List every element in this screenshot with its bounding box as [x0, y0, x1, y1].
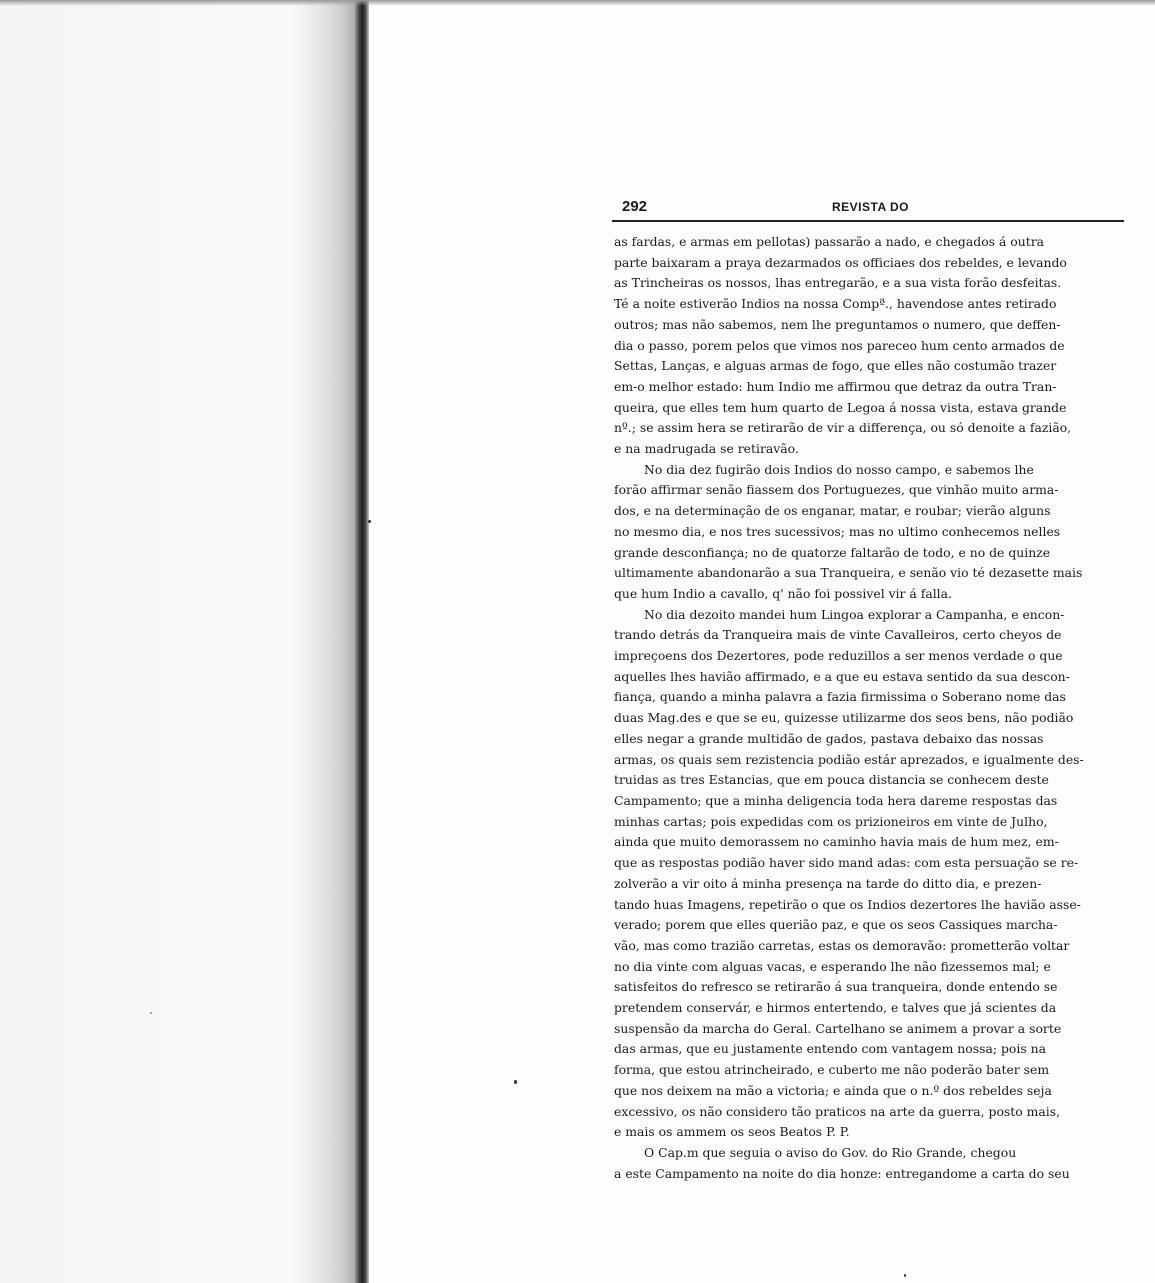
running-head [612, 196, 1124, 222]
text-line: forma, que estou atrincheirado, e cuberto me não poderão bater sem [614, 1062, 1050, 1078]
text-line: armas, os quais sem rezistencia podião estár aprezados, e igualmente des- [614, 751, 1084, 767]
text-line: excessivo, os não considero tão praticos na arte da guerra, posto mais, [614, 1103, 1061, 1119]
text-line: as Trincheiras os nossos, lhas entregarão, e a sua vista forão desfeitas. [614, 275, 1062, 291]
text-line: das armas, que eu justamente entendo com vantagem nossa; pois na [614, 1041, 1046, 1057]
text-line: fiança, quando a minha palavra a fazia firmissima o Soberano nome das [614, 689, 1066, 705]
text-line: dos, e na determinação de os enganar, matar, e roubar; vierão alguns [614, 503, 1051, 519]
text-line: nº.; se assim hera se retirarão de vir a differença, ou só denoite a fazião, [614, 420, 1072, 436]
text-line: ultimamente abandonarão a sua Tranqueira, e senão vio té dezasette mais [614, 565, 1083, 581]
text-line: e na madrugada se retiravão. [614, 441, 799, 457]
text-line: forão affirmar senão fiassem dos Portuguezes, que vinhão muito arma- [614, 482, 1059, 498]
text-line: elles negar a grande multidão de gados, pastava debaixo das nossas [614, 730, 1044, 746]
page-speck [368, 520, 371, 523]
text-line: dia o passo, porem pelos que vimos nos pareceo hum cento armados de [614, 337, 1065, 353]
text-line: No dia dezoito mandei hum Lingoa explorar a Campanha, e encon- [644, 606, 1065, 622]
spine-shadow [300, 0, 360, 1283]
text-line: pretendem conservár, e hirmos entertendo, e talves que já scientes da [614, 1000, 1057, 1016]
body-text [614, 232, 1132, 1184]
text-line: no mesmo dia, e nos tres sucessivos; mas no ultimo conhecemos nelles [614, 523, 1061, 539]
text-line: grande desconfiança; no de quatorze faltarão de todo, e no de quinze [614, 544, 1051, 560]
text-line: em-o melhor estado: hum Indio me affirmou que detraz da outra Tran- [614, 378, 1057, 394]
text-line: impreçoens dos Dezertores, pode reduzillos a ser menos verdade o que [614, 648, 1063, 664]
text-line: vão, mas como trazião carretas, estas os demoravão: prometterão voltar [614, 937, 1070, 953]
paragraph [614, 605, 1132, 1143]
text-line: que hum Indio a cavallo, q' não foi possivel vir á falla. [614, 585, 952, 601]
text-line: minhas cartas; pois expedidas com os prizioneiros em vinte de Julho, [614, 813, 1048, 829]
text-line: No dia dez fugirão dois Indios do nosso campo, e sabemos lhe [644, 461, 1034, 477]
page-speck [904, 1274, 906, 1277]
paragraph [614, 460, 1132, 605]
text-line: Té a noite estiverão Indios na nossa Compª., havendose antes retirado [614, 296, 1057, 312]
text-line: que as respostas podião haver sido mand adas: com esta persuação se re- [614, 855, 1079, 871]
text-line: e mais os ammem os seos Beatos P. P. [614, 1124, 850, 1140]
paragraph [614, 232, 1132, 460]
text-line: verado; porem que elles querião paz, e que os seos Cassiques marcha- [614, 917, 1058, 933]
text-line: no dia vinte com alguas vacas, e esperando lhe não fizessemos mal; e [614, 958, 1051, 974]
text-line: outros; mas não sabemos, nem lhe preguntamos o numero, que deffen- [614, 316, 1061, 332]
text-line: Settas, Lanças, e alguas armas de fogo, que elles não costumão trazer [614, 358, 1057, 374]
text-line: a este Campamento na noite do dia honze: entregandome a carta do seu [614, 1165, 1070, 1181]
text-line: duas Mag.des e que se eu, quizesse utilizarme dos seos bens, não podião [614, 710, 1074, 726]
text-line: tando huas Imagens, repetirão o que os Indios dezertores lhe havião asse- [614, 896, 1081, 912]
text-line: que nos deixem na mão a victoria; e ainda que o n.º dos rebeldes seja [614, 1082, 1052, 1098]
text-line: truidas as tres Estancias, que em pouca distancia se conhecem deste [614, 772, 1049, 788]
text-line: O Cap.m que seguia o aviso do Gov. do Rio Grande, chegou [644, 1144, 1017, 1160]
text-line: aquelles lhes havião affirmado, e a que eu estava sentido da sua descon- [614, 668, 1070, 684]
page-top-edge [0, 0, 1155, 6]
book-spine [355, 0, 369, 1283]
text-line: as fardas, e armas em pellotas) passarão a nado, e chegados á outra [614, 234, 1044, 249]
page-speck [514, 1080, 517, 1084]
paragraph [614, 1143, 1132, 1184]
text-line: satisfeitos do refresco se retirarão á sua tranqueira, donde entendo se [614, 979, 1058, 995]
paragraph-list [614, 232, 1132, 1184]
text-line: queira, que elles tem hum quarto de Legoa á nossa vista, estava grande [614, 399, 1067, 415]
text-line: trando detrás da Tranqueira mais de vinte Cavalleiros, certo cheyos de [614, 627, 1062, 643]
text-line: zolverão a vir oito á minha presença na tarde do ditto dia, e prezen- [614, 875, 1042, 891]
text-line: Campamento; que a minha deligencia toda hera dareme respostas das [614, 792, 1058, 808]
text-line: ainda que muito demorassem no caminho havia mais de hum mez, em- [614, 834, 1059, 850]
text-line: parte baixaram a praya dezarmados os officiaes dos rebeldes, e levando [614, 254, 1067, 270]
journal-title: REVISTA DO [832, 200, 910, 214]
page-number: 292 [622, 198, 648, 215]
text-line: suspensão da marcha do Geral. Cartelhano se animem a provar a sorte [614, 1020, 1062, 1036]
page-speck [150, 1012, 152, 1014]
